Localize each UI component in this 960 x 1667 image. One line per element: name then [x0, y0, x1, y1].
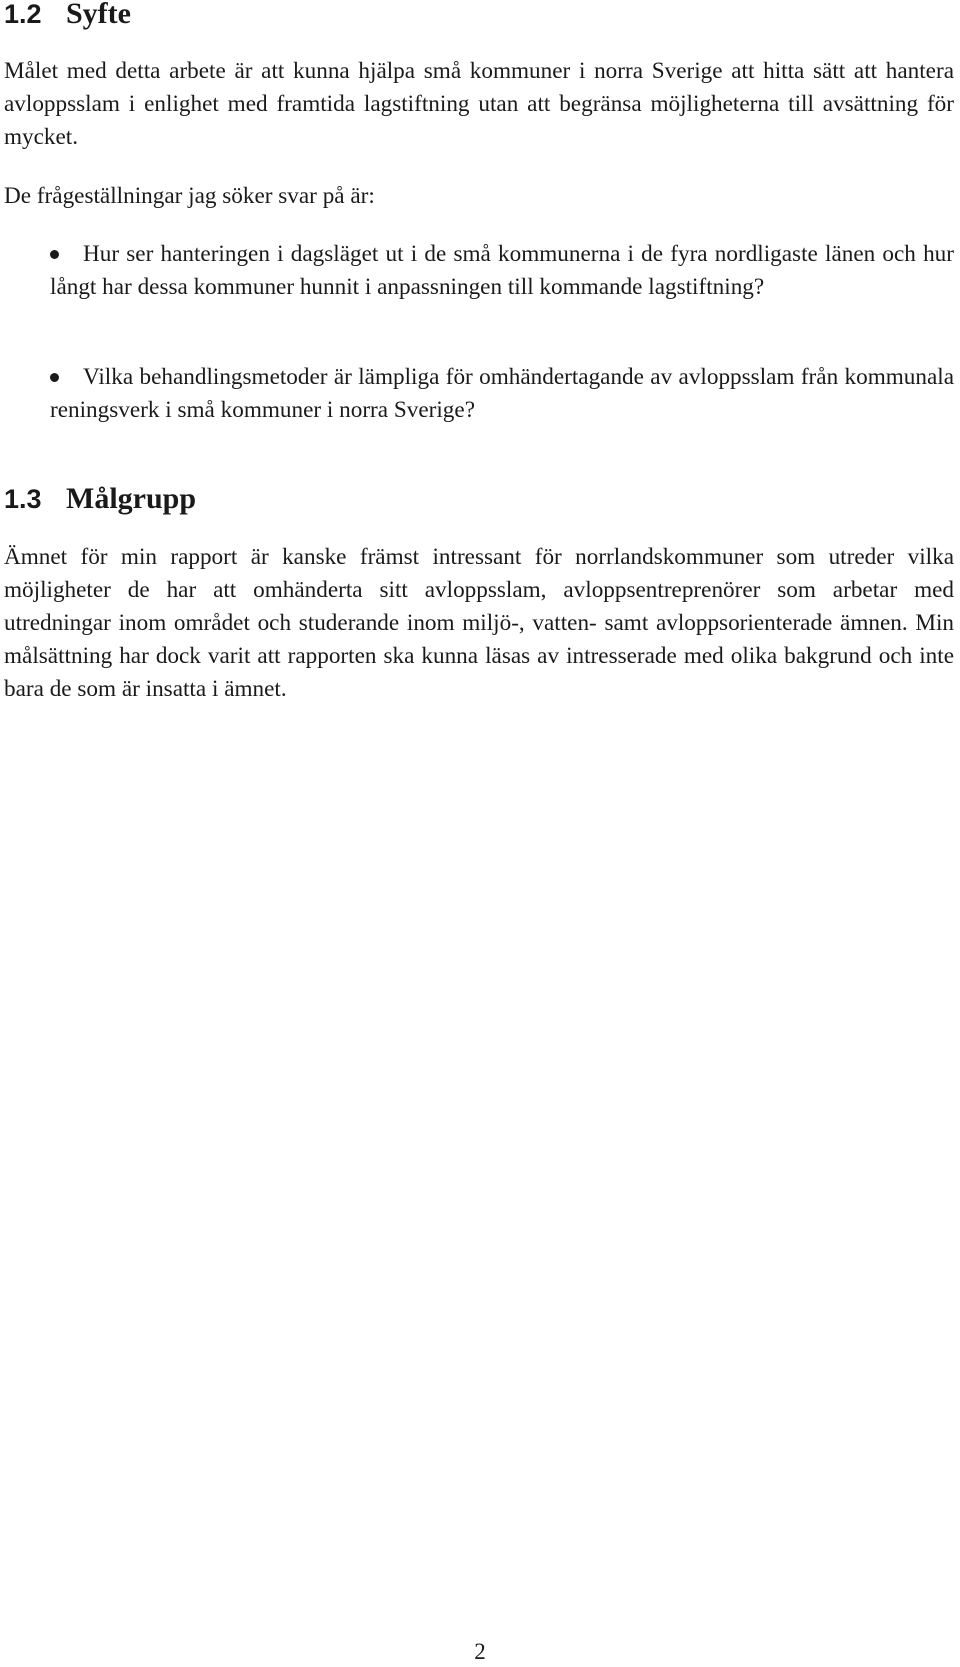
- section-title: Målgrupp: [66, 482, 197, 515]
- question-list-item: [50, 238, 954, 304]
- bullet-icon: [50, 250, 59, 259]
- malgrupp-paragraph: Ämnet för min rapport är kanske främst intressant för norrlandskommuner som utreder vilka möjligheter de har att omhänderta sitt avloppsslam, avloppsentreprenörer som arbetar med utredningar inom området och studerande inom miljö-, vatten- samt avloppsorienterade ämnen. Min målsättning har dock varit att rapporten ska kunna läsas av intresserade med olika bakgrund och inte bara de som är insatta i ämnet.: [4, 544, 954, 702]
- section-number: 1.3: [4, 484, 42, 514]
- section-number: 1.2: [4, 0, 42, 29]
- question-text: Vilka behandlingsmetoder är lämpliga för omhändertagande av avloppsslam från kommunala reningsverk i små kommuner i norra Sverige?: [50, 364, 954, 423]
- section-title: Syfte: [66, 0, 131, 30]
- page-number: 2: [474, 1639, 486, 1664]
- bullet-icon: [50, 373, 59, 382]
- question-text: Hur ser hanteringen i dagsläget ut i de små kommunerna i de fyra nordligaste länen och hur långt har dessa kommuner hunnit i anpassningen till kommande lagstiftning?: [50, 241, 954, 300]
- questions-intro: De frågeställningar jag söker svar på är:: [4, 183, 375, 209]
- question-list-item: [50, 361, 954, 427]
- section-heading-syfte: [4, 0, 131, 30]
- section-heading-malgrupp: [4, 483, 196, 515]
- syfte-paragraph: Målet med detta arbete är att kunna hjälpa små kommuner i norra Sverige att hitta sätt att hantera avloppsslam i enlighet med framtida lagstiftning utan att begränsa möjligheterna till avsättning för mycket.: [4, 58, 954, 150]
